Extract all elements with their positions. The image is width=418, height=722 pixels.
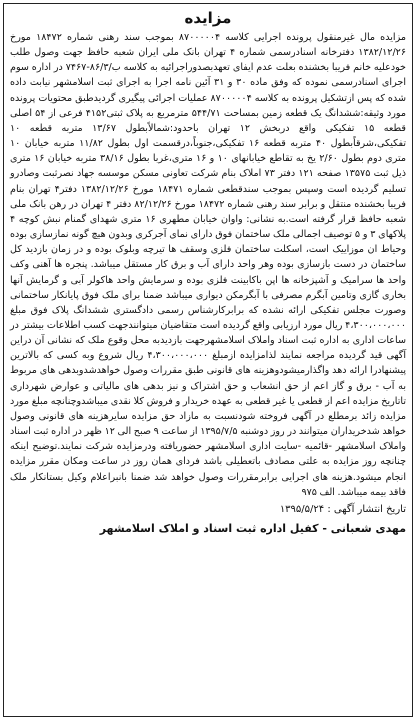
publication-date: تاریخ انتشار آگهی : ۱۳۹۵/۵/۲۴ xyxy=(279,503,406,515)
signature: مهدی شعبانی - کفیل اداره ثبت اسناد و املاک اسلامشهر xyxy=(99,521,406,535)
legal-notice xyxy=(3,3,413,717)
notice-body: مزایده مال غیرمنقول پرونده اجرایی کلاسه ۸۷۰۰۰۰۰۴ بموجب سند رهنی شماره ۱۸۴۷۲ مورخ ۱۳۸۲/۱۲/۲۶ دفترخانه اسنادرسمی شماره ۴ تهران بانک ملی ایران شعبه حافظ جهت وصول طلب خودعلیه خانم فریبا بخشنده بعلت عدم ایفای تعهدبصدوراجرائیه به کلاسه ب/۸۶/۳-۷۴۶۷ در اداره سوم اجرای اسنادرسمی نموده که وفق ماده ۳۰ و ۳۱ آئین نامه اجرا به اجرای ثبت اسلامشهر نیابت داده شده که پس ازتشکیل پرونده به کلاسه ۸۷۰۰۰۰۰۴ عملیات اجرائی پیگیری گردیدطبق محتویات پرونده مورد وثیقه:ششدانگ یک قطعه زمین بمساحت ۵۴۴/۷۱ مترمربع به پلاک ثبتی۴۱۵۲ فرعی از ۵۴ اصلی قطعه ۱۵ تفکیکی واقع دربخش ۱۲ تهران باحدود:شمالاًبطول ۱۳/۶۷ متربه قطعه ۱۰ تفکیکی،شرقاًبطول ۴۰ متربه قطعه ۱۶ تفکیکی،جنوباً،درقسمت اول بطول ۱۱/۸۲ متربه خیابان ۱۰ متری دوم بطول ۲/۶۰ یخ به تقاطع خیابانهای ۱۰ و ۱۶ متری،غربا بطول ۳۸/۱۶ متربه خیابان ۱۶ متری ذیل ثبت ۱۳۵۷۵ صفحه ۱۲۱ دفتر ۷۳ املاک بنام شرکت تعاونی مسکن موسسه جهاد نصرثبت وصادرو تسلیم گردیده است وسپس بموجب سندقطعی شماره ۱۸۴۷۱ مورخ ۱۳۸۲/۱۲/۲۶ دفتر۴ تهران بنام فریبا بخشنده منتقل و برابر سند رهنی شماره ۱۸۴۷۲ مورخ ۸۲/۱۲/۲۶ دفتر ۴ تهران در رهن بانک ملی شعبه حافظ قرار گرفته است.به نشانی: واوان خیابان مطهری ۱۶ متری شهدای گمنام نبش کوچه ۴ پلاکهای ۳ و ۵ توصیف اجمالی ملک ساختمان فوق دارای نمای آجرکری وبدون هیچ گونه نمازسازی بوده وحیاط ان موزاییک است، اسکلت ساختمان فلزی وسقف ها تیرچه وبلوک بوده و در زمان بازدید کل ساختمان در دست بازسازی بوده وهر واحد دارای آب و برق کار مستقل میباشد. پنجره ها آهنی وکف واحد ها سرامیک و آشپزخانه ها اپن باکابینت فلزی بوده و سرمایش واحد هاکولر آبی و گرمایش آنها بخاری گازی وتامین آبگرم مصرفی با آبگرمکن دیواری میباشد ضمنا برای ملک فوق پایانکار ساختمانی وصورت مجلس تفکیکی ارائه نشده که برابرکارشناس رسمی دادگستری ششدانگ پلاک فوق مبلغ ۴،۳۰۰،۰۰۰،۰۰۰ ریال مورد ارزیابی واقع گردیده است متقاضیان میتوانندجهت کسب اطلاعات بیشتر در ساعات اداری به اداره ثبت اسناد واملاک اسلامشهرجهت بازدیدبه محل وقوع ملک که نشانی آن دراین آگهی قید گردیده مراجعه نمایند لذامزایده ازمبلغ ۴،۳۰۰،۰۰۰،۰۰۰ ریال شروع وبه کسی که بالاترین پیشنهادرا ارائه دهد واگذارمیشودوهزینه های قانونی طبق مقررات وصول خواهدشدوبدهی های مربوط به آب - برق و گاز اعم از حق انشعاب و حق اشتراک و نیز بدهی های مالیاتی و عوارض شهرداری تاتاریخ مزایده اعم از قطعی یا غیر قطعی به عهده خریدار و فروش کلا نقدی میباشدوچنانچه مبلغ مورد مزایده زائد برمطلع در آگهی فروخته شودنسبت به مازاد حق مزایده سایرهزینه های قانونی وصول خواهد شدخریداران میتوانند در روز دوشنبه ۱۳۹۵/۷/۵ از ساعت ۹ صبح الی ۱۲ ظهر در اداره ثبت اسناد واملاک اسلامشهر -قائمیه -سایت اداری اسلامشهر حضوریافته ودرمزایده شرکت نمایند.توضیح اینکه چنانچه روز مزایده به علتی مصادف باتعطیلی باشد فردای همان روز در ساعت ومکان مقرر مزایده انجام میشود.هزینه های اجرایی برابرمقررات وصول خواهد شد ضمنا بانبراعلام وکیل بستانکار ملک فاقد بیمه میباشد. الف ۹۷۵ xyxy=(10,32,407,498)
notice-title: مزایده xyxy=(184,9,232,27)
